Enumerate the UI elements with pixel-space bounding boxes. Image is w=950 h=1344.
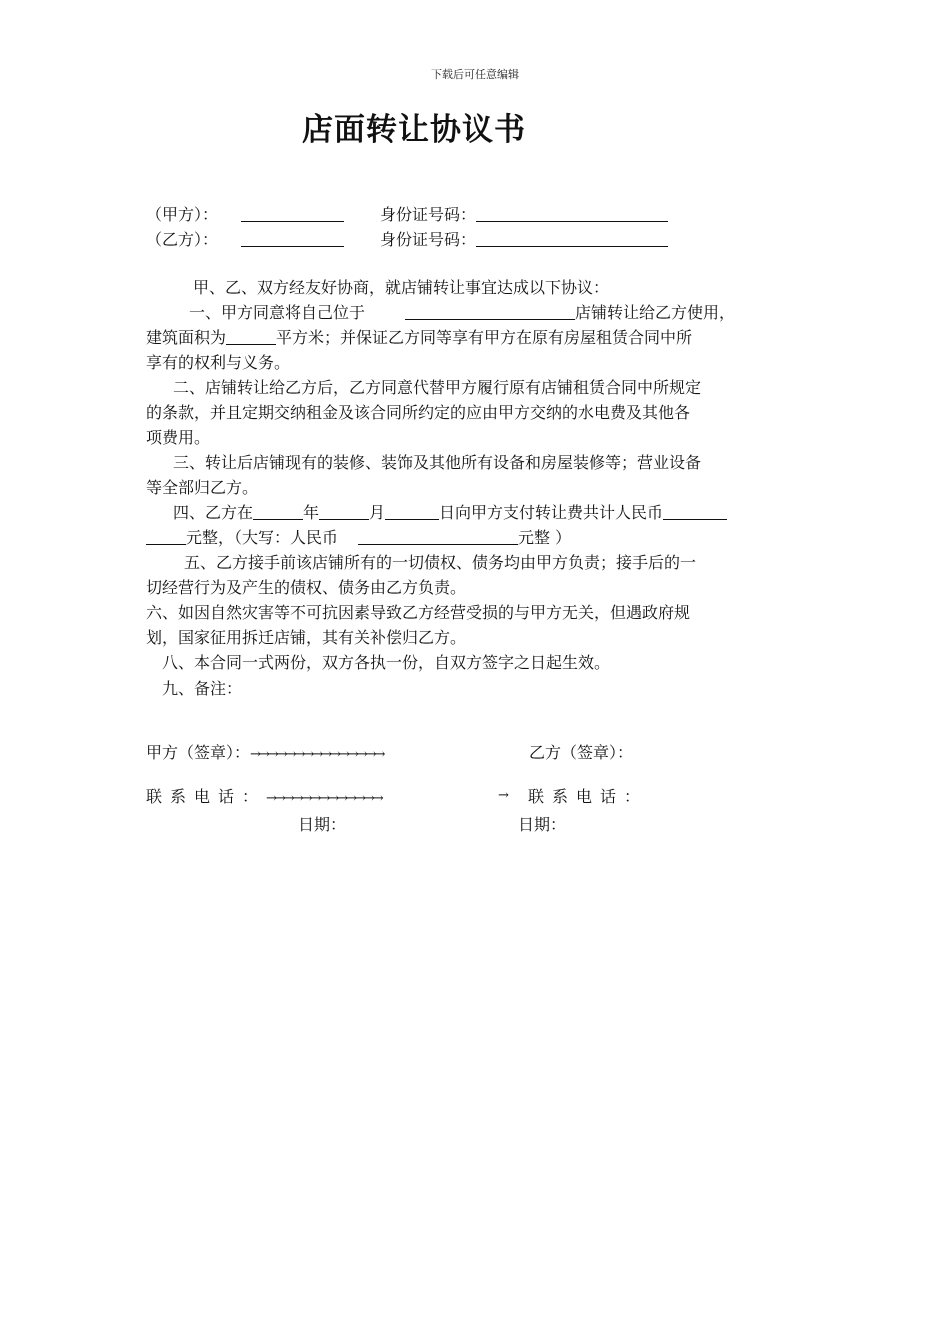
document-title: 店面转让协议书 (302, 112, 526, 148)
amount-blank-1[interactable] (663, 504, 727, 520)
party-a-date-label: 日期： (298, 815, 347, 834)
clause-3-line-1: 三、转让后店铺现有的装修、装饰及其他所有设备和房屋装修等；营业设备 (173, 453, 702, 472)
party-a-id-label: 身份证号码： (380, 205, 477, 224)
phone-arrow (498, 784, 507, 803)
clause-5-line-2: 切经营行为及产生的债权、债务由乙方负责。 (146, 578, 467, 597)
party-b-phone-label-text: 联系电话： (528, 787, 649, 806)
clause-6-line-1: 六、如因自然灾害等不可抗因素导致乙方经营受损的与甲方无关，但遇政府规 (146, 603, 691, 622)
clause-4-text-day: 日向甲方支付转让费共计人民币 (439, 503, 664, 522)
party-b-date-label: 日期： (518, 815, 567, 834)
party-a-label: （甲方）： (146, 205, 219, 224)
party-b-id-blank[interactable] (476, 231, 668, 247)
header-note: 下载后可任意编辑 (431, 68, 519, 81)
clause-4-line-2 (146, 525, 571, 548)
year-label: 年 (303, 503, 320, 522)
clause-9-remarks: 九、备注： (162, 679, 243, 698)
day-blank[interactable] (385, 504, 439, 520)
party-a-line (146, 202, 344, 225)
clause-2-line-1: 二、店铺转让给乙方后，乙方同意代替甲方履行原有店铺租赁合同中所规定 (173, 378, 702, 397)
clause-6-line-2: 划，国家征用拆迁店铺，其有关补偿归乙方。 (146, 628, 467, 647)
clause-1-line-3: 享有的权利与义务。 (146, 353, 291, 372)
party-b-phone-label (528, 784, 648, 807)
shop-location-blank[interactable] (405, 304, 575, 320)
clause-4-text-a: 四、乙方在 (173, 503, 254, 522)
phone-line (146, 784, 382, 807)
intro-text: 甲、乙、双方经友好协商，就店铺转让事宜达成以下协议： (193, 278, 610, 297)
party-b-name-blank[interactable] (241, 231, 344, 247)
clause-1-text-b: 店铺转让给乙方使用， (575, 303, 736, 322)
clause-3-line-2: 等全部归乙方。 (146, 478, 259, 497)
clause-4-text-yuan: 元整，（大写：人民币 (186, 528, 339, 547)
party-b-signature-label: 乙方（签章）： (529, 743, 634, 762)
party-b-id-line (380, 227, 668, 250)
month-blank[interactable] (319, 504, 369, 520)
clause-1-line-1 (189, 300, 735, 323)
clause-1-line-2 (146, 325, 692, 348)
clause-5-line-1: 五、乙方接手前该店铺所有的一切债权、债务均由甲方负责；接手后的一 (184, 553, 697, 572)
clause-8: 八、本合同一式两份，双方各执一份，自双方签字之日起生效。 (162, 653, 611, 672)
clause-2-line-2: 的条款，并且定期交纳租金及该合同所约定的应由甲方交纳的水电费及其他各 (146, 403, 691, 422)
clause-2-line-3: 项费用。 (146, 428, 211, 447)
tab-arrow-single: → (498, 788, 507, 803)
party-a-phone-label: 联系电话： (146, 787, 267, 806)
signature-line (146, 740, 383, 763)
party-b-line (146, 227, 344, 250)
clause-1-text-a: 一、甲方同意将自己位于 (189, 303, 366, 322)
year-blank[interactable] (253, 504, 303, 520)
clause-4-line-1 (173, 500, 727, 523)
clause-1-text-d: 平方米；并保证乙方同等享有甲方在原有房屋租赁合同中所 (276, 328, 693, 347)
month-label: 月 (369, 503, 386, 522)
party-a-id-blank[interactable] (476, 206, 668, 222)
amount-blank-2[interactable] (146, 529, 186, 545)
tab-arrows-2: →→→→→→→→→→→→→ (266, 791, 382, 806)
party-b-label: （乙方）： (146, 230, 219, 249)
clause-4-text-end: 元整 ） (518, 528, 572, 547)
area-blank[interactable] (226, 329, 276, 345)
tab-arrows-1: →→→→→→→→→→→→→→→ (250, 747, 384, 762)
party-a-signature-label: 甲方（签章）： (146, 743, 251, 762)
party-a-name-blank[interactable] (241, 206, 344, 222)
clause-1-text-c: 建筑面积为 (146, 328, 227, 347)
party-a-id-line (380, 202, 668, 225)
party-b-id-label: 身份证号码： (380, 230, 477, 249)
amount-words-blank[interactable] (358, 529, 518, 545)
